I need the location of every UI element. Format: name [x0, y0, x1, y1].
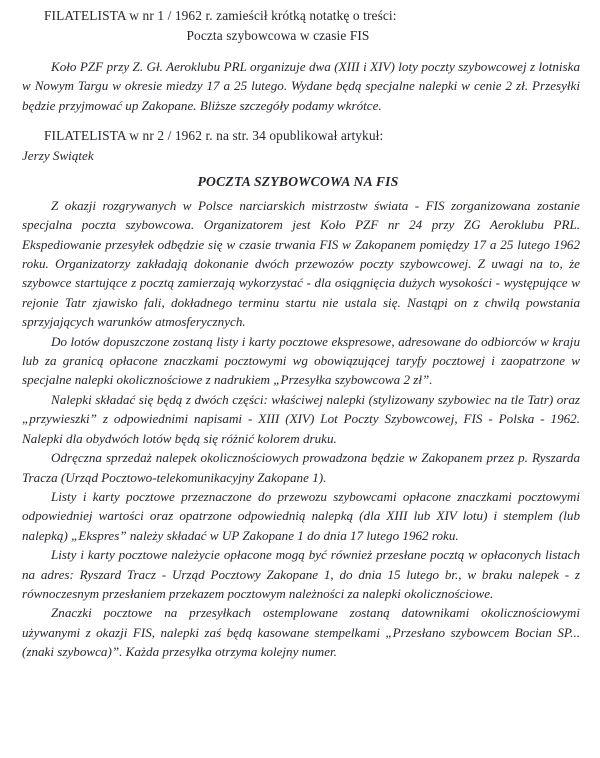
article-paragraph-1: Z okazji rozgrywanych w Polsce narciarskich mistrzostw świata - FIS zorganizowana zostanie specjalna poczta szybowcowa. Organizatorem jest Koło PZF nr 24 przy ZG Aeroklubu PRL. Ekspediowanie przesyłek odbędzie się w czasie trwania FIS w Zakopanem pomiędzy 17 a 25 lutego 1962 roku. Organizatorzy zakładają dokonanie dwóch przewozów poczty szybowcowej. Z uwagi na to, że szybowce startujące z pocztą zamierzają wykorzystać - dla osiągnięcia dużych wysokości - występujące w rejonie Tatr zjawisko fali, dokładnego terminu startu nie ustala się. Nastąpi on z chwilą powstania sprzyjających warunków atmosferycznych.: [22, 197, 580, 330]
note-one-body-paragraph: Koło PZF przy Z. Gł. Aeroklubu PRL organizuje dwa (XIII i XIV) loty poczty szybowcowej z lotniska w Nowym Targu w okresie miedzy 17 a 25 lutego. Wydane będą specjalne nalepki w cenie 2 zł. Przesyłki będzie przyjmować up Zakopane. Bliższe szczegóły podamy wkrótce.: [22, 59, 580, 113]
note-one-intro-line: FILATELISTA w nr 1 / 1962 r. zamieścił krótką notatkę o treści:: [44, 8, 397, 23]
article-paragraph-3: Nalepki składać się będą z dwóch części: właściwej nalepki (stylizowany szybowiec na tle Tatr) oraz „przywieszki” z odpowiednimi napisami - XIII (XIV) Lot Poczty Szybowcowej, FIS - Polska - 1962. Nalepki dla obydwóch lotów będą się różnić kolorem druku.: [22, 391, 580, 446]
note-two-block: [22, 126, 580, 661]
note-one-block: [22, 6, 580, 115]
note-one-subtitle: Poczta szybowcowa w czasie FIS: [186, 28, 370, 43]
article-paragraph-2: Do lotów dopuszczone zostaną listy i karty pocztowe ekspresowe, adresowane do odbiorców w kraju lub za granicą opłacone znaczkami pocztowymi wg obowiązującej taryfy pocztowej i zaopatrzone w specjalne nalepki okolicznościowe z nadrukiem „Przesyłka szybowcowa 2 zł”.: [22, 333, 580, 388]
spacer-after-note-one-subtitle: [22, 46, 580, 57]
note-two-intro-line: FILATELISTA w nr 2 / 1962 r. na str. 34 opublikował artykuł:: [44, 128, 384, 144]
article-paragraph-6: Listy i karty pocztowe należycie opłacone mogą być również przesłane pocztą w opłaconych listach na adres: Ryszard Tracz - Urząd Pocztowy Zakopane 1, do dnia 15 lutego br., w braku nalepek - z równoczesnym przesłaniem przekazem pocztowym należności za nalepki okolicznościowe.: [22, 547, 580, 601]
article-paragraph-4: Odręczna sprzedaż nalepek okolicznościowych prowadzona będzie w Zakopanem przez p. Ryszarda Tracza (Urząd Pocztowo-telekomunikacyjny Zakopane 1).: [22, 450, 580, 485]
article-paragraph-7: Znaczki pocztowe na przesyłkach ostemplowane zostaną datownikami okolicznościowymi używanymi z okazji FIS, nalepki zaś będą kasowane stempelkami „Przesłano szybowcem Bocian SP... (znaki szybowca)”. Każda przesyłka otrzyma kolejny numer.: [22, 605, 580, 660]
article-author: Jerzy Swiątek: [22, 148, 94, 164]
article-paragraph-5: Listy i karty pocztowe przeznaczone do przewozu szybowcami opłacone znaczkami pocztowymi odpowiedniej wartości oraz opatrzone odpowiednią nalepką (dla XIII lub XIV lotu) i stemplem (lub nalepką) „Ekspres” należy składać w UP Zakopane 1 do dnia 17 lutego 1962 roku.: [22, 488, 580, 543]
spacer-between-notes: [22, 115, 580, 126]
article-heading: POCZTA SZYBOWCOWA NA FIS: [197, 173, 399, 189]
